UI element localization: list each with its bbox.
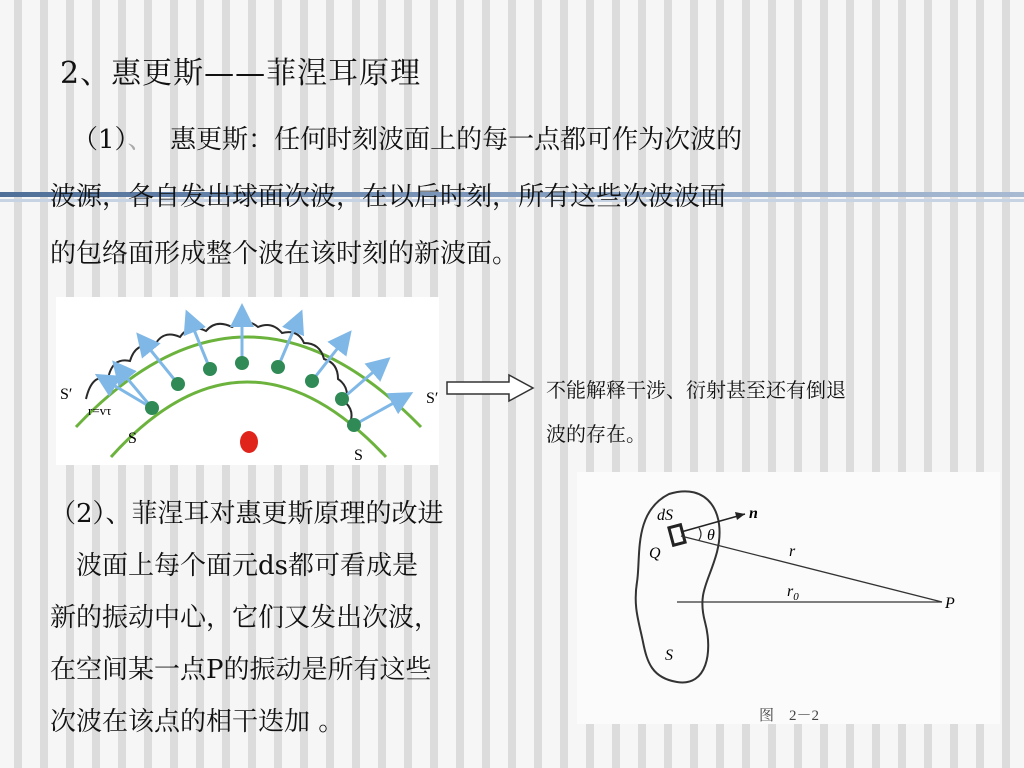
label-s-left: S [128,430,137,447]
huygens-wavefront-figure [56,297,439,465]
arrow [140,337,178,384]
huygens-line-2: 波源，各自发出球面次波，在以后时刻，所有这些次波波面 [50,182,727,212]
label-s-prime-left: S′ [60,386,73,403]
label-r: r=vτ [88,403,112,418]
normal-arrowhead [735,512,745,520]
source-dot [145,401,159,415]
huygens-text-1: 惠更斯：任何时刻波面上的每一点都可作为次波的 [170,125,743,155]
wavelet-sources [145,356,361,432]
arrow [354,395,408,425]
label-s: S [665,647,673,664]
huygens-line-3: 的包络面形成整个波在该时刻的新波面。 [50,239,519,269]
label-n: n [749,505,758,522]
limitation-note [546,368,946,456]
source-dot [203,362,217,376]
huygens-paragraph [50,112,950,283]
source-dot [271,360,285,374]
huygens-line-1 [50,112,950,169]
label-q: Q [649,545,661,562]
note-line-2: 波的存在。 [546,422,646,446]
r-line [681,536,942,602]
theta-arc [699,528,701,540]
point-source [240,431,258,453]
source-dot [335,392,349,406]
label-theta: θ [707,527,715,544]
label-s-bottom: S [354,447,363,464]
area-element [669,525,685,545]
item-number-1: （1） [72,125,128,155]
separator: 、 [127,125,154,155]
source-dot [235,356,249,370]
huygens-diagram [56,297,439,465]
hollow-arrow-icon [445,373,535,403]
label-r0: $r_0$ [787,583,799,603]
source-dot [347,418,361,432]
fresnel-line-1: 波面上每个面元ds都可看成是 [50,551,418,581]
source-dot [305,374,319,388]
source-dot [171,377,185,391]
label-s-prime-right: S′ [426,390,439,407]
surface-s [636,491,720,682]
fresnel-line-3: 在空间某一点P的振动是所有这些 [50,655,432,685]
figure-caption: 图 2－2 [759,708,820,724]
label-ds: dS [657,507,673,524]
label-r: r [789,543,796,560]
slide-title: 2、惠更斯——菲涅耳原理 [60,56,422,91]
fresnel-diagram [577,472,1000,724]
note-line-1: 不能解释干涉、衍射甚至还有倒退 [546,378,846,402]
fresnel-paragraph [50,488,580,748]
fresnel-line-2: 新的振动中心，它们又发出次波， [50,603,441,633]
fresnel-heading: （2）、菲涅耳对惠更斯原理的改进 [50,499,444,529]
arrow [312,335,348,381]
fresnel-diagram-figure [577,472,1000,724]
fresnel-line-4: 次波在该点的相干迭加 。 [50,707,345,737]
label-p: P [945,595,955,612]
